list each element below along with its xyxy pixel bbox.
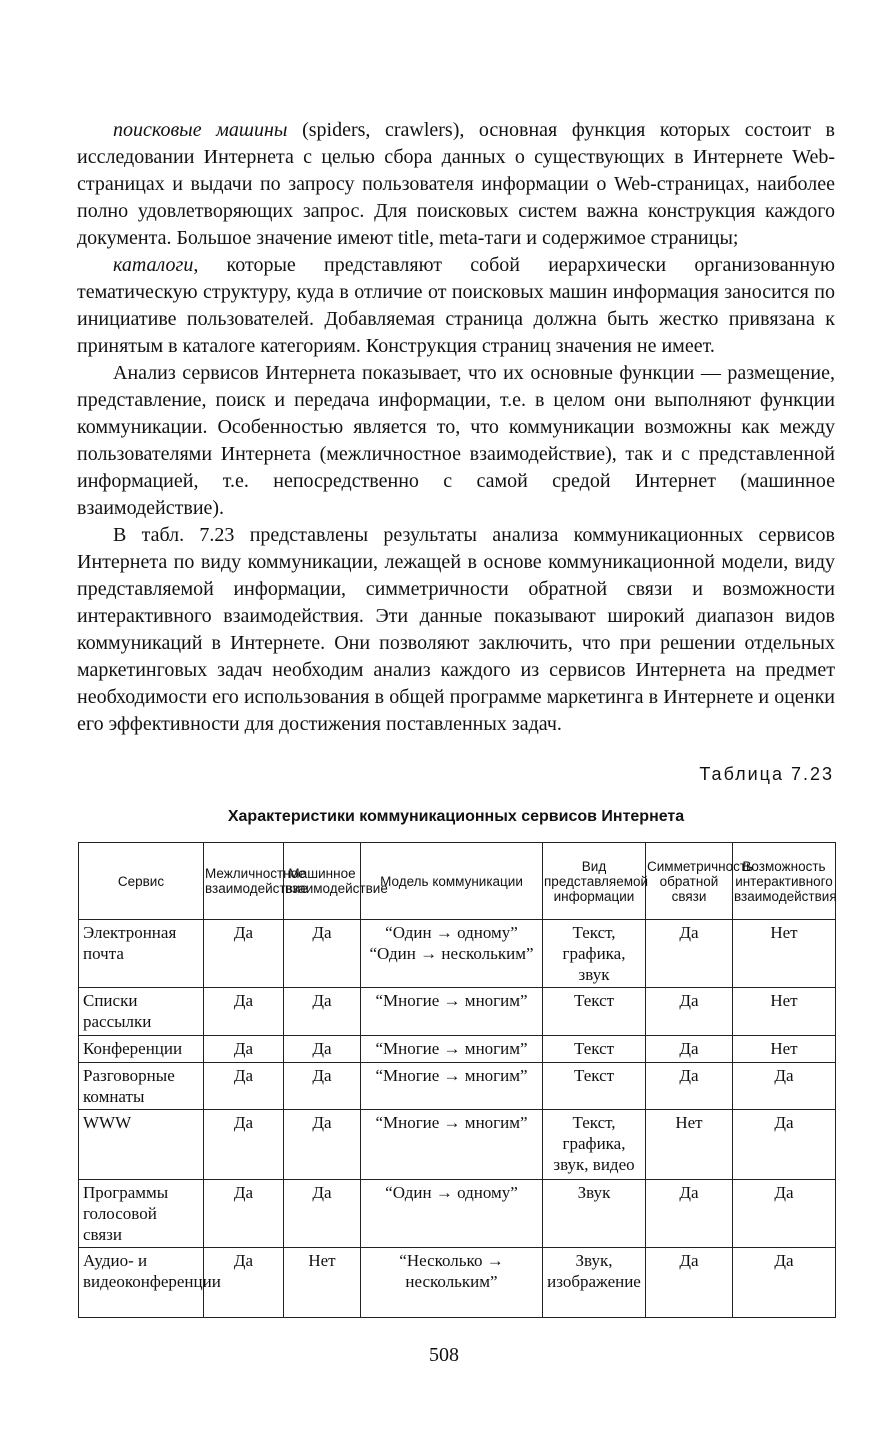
header-info-type: Вид представляемой информации <box>543 843 646 920</box>
header-model: Модель коммуникации <box>361 843 543 920</box>
cell: Да <box>204 1063 284 1110</box>
paragraph-text: Анализ сервисов Интернета показывает, что их основные функции — размещение, представление, поиск и передача информации, т.е. в целом они выполняют функции коммуникации. Особенностью является то, что коммуникации возможны как между пользователями Интернета (межличностное взаимодействие), так и с представленной информацией, т.е. непосредственно с самой средой Интернет (машинное взаимодействие). <box>77 362 835 519</box>
paragraph-catalogs <box>77 252 835 360</box>
cell: Да <box>284 1063 361 1110</box>
cell-service: WWW <box>79 1110 204 1180</box>
cell: Да <box>733 1180 836 1248</box>
cell: Да <box>284 1180 361 1248</box>
header-feedback-symmetry: Симметричность обратной связи <box>646 843 733 920</box>
table-row <box>79 920 836 988</box>
table-row <box>79 1110 836 1180</box>
cell: Звук, изображение <box>543 1248 646 1318</box>
header-interpersonal: Межличностное взаимодействие <box>204 843 284 920</box>
cell-service: Аудио- и видеоконференции <box>79 1248 204 1318</box>
table-row <box>79 1063 836 1110</box>
table-row <box>79 988 836 1036</box>
cell: Текст, графика, звук <box>543 920 646 988</box>
cell: Да <box>646 1248 733 1318</box>
cell-service: Разговорные комнаты <box>79 1063 204 1110</box>
cell: Нет <box>733 988 836 1036</box>
cell-service: Конференции <box>79 1036 204 1063</box>
paragraph-analysis <box>77 360 835 522</box>
term-search-engines: поисковые машины <box>113 119 288 141</box>
cell: Да <box>646 920 733 988</box>
cell: Нет <box>284 1248 361 1318</box>
cell: “Многие → многим” <box>361 1110 543 1180</box>
cell: Нет <box>733 1036 836 1063</box>
cell: “Многие → многим” <box>361 1063 543 1110</box>
table-label: Таблица 7.23 <box>699 764 834 784</box>
cell: Текст <box>543 1063 646 1110</box>
cell: “Один → одному” “Один → нескольким” <box>361 920 543 988</box>
page-number: 508 <box>429 1344 459 1366</box>
paragraph-search-engines <box>77 117 835 252</box>
cell: Да <box>204 920 284 988</box>
cell: Да <box>204 1110 284 1180</box>
cell: Да <box>204 988 284 1036</box>
cell: “Многие → многим” <box>361 1036 543 1063</box>
cell-service: Программы голосовой связи <box>79 1180 204 1248</box>
cell: Текст <box>543 988 646 1036</box>
cell: Да <box>646 1036 733 1063</box>
paragraph-text: , которые представляют собой иерархически организованную тематическую структуру, куда в отличие от поисковых машин информация заносится по инициативе пользователей. Добавляемая страница должна быть жестко привязана к принятым в каталоге категориям. Конструкция страниц значения не имеет. <box>77 254 835 357</box>
cell: Нет <box>646 1110 733 1180</box>
cell: Да <box>284 1036 361 1063</box>
cell: “Несколько → нескольким” <box>361 1248 543 1318</box>
cell-service: Электронная почта <box>79 920 204 988</box>
cell: Да <box>284 920 361 988</box>
cell: Да <box>733 1248 836 1318</box>
paragraph-text: В табл. 7.23 представлены результаты анализа коммуникационных сервисов Интернета по виду коммуникации, лежащей в основе коммуникационной модели, виду представляемой информации, симметричности обратной связи и возможности интерактивного взаимодействия. Эти данные показывают широкий диапазон видов коммуникаций в Интернете. Они позволяют заключить, что при решении отдельных маркетинговых задач необходим анализ каждого из сервисов Интернета на предмет необходимости его использования в общей программе маркетинга в Интернете и оценки его эффективности для достижения поставленных задач. <box>77 524 835 735</box>
table-row <box>79 1036 836 1063</box>
table-title: Характеристики коммуникационных сервисов Интернета <box>227 808 685 825</box>
cell: Да <box>284 1110 361 1180</box>
paragraph-text: (spiders, crawlers), основная функция которых состоит в исследовании Интернета с целью сбора данных о существующих в Интернете Web-страницах и выдачи по запросу пользователя информации о Web-страницах, наиболее полно удовлетворяющих запрос. Для поисковых систем важна конструкция каждого документа. Большое значение имеют title, meta-таги и содержимое страницы; <box>77 119 835 249</box>
cell: Да <box>284 988 361 1036</box>
table-header-row <box>79 843 836 920</box>
cell: Текст <box>543 1036 646 1063</box>
cell: Да <box>733 1063 836 1110</box>
cell: Да <box>204 1248 284 1318</box>
paragraph-table-intro <box>77 522 835 738</box>
cell: “Многие → многим” <box>361 988 543 1036</box>
header-service: Сервис <box>79 843 204 920</box>
cell: Да <box>646 988 733 1036</box>
body-text <box>77 117 835 738</box>
cell: Да <box>733 1110 836 1180</box>
header-machine: Машинное взаимодействие <box>284 843 361 920</box>
cell: Да <box>646 1180 733 1248</box>
cell: Нет <box>733 920 836 988</box>
cell: Текст, графика, звук, видео <box>543 1110 646 1180</box>
cell-service: Списки рассылки <box>79 988 204 1036</box>
cell: “Один → одному” <box>361 1180 543 1248</box>
table-row <box>79 1248 836 1318</box>
cell: Да <box>204 1036 284 1063</box>
header-interactivity: Возможность интерактивного взаимодействия <box>733 843 836 920</box>
cell: Звук <box>543 1180 646 1248</box>
term-catalogs: каталоги <box>113 254 194 276</box>
table-row <box>79 1180 836 1248</box>
cell: Да <box>204 1180 284 1248</box>
cell: Да <box>646 1063 733 1110</box>
services-table <box>78 842 836 1318</box>
